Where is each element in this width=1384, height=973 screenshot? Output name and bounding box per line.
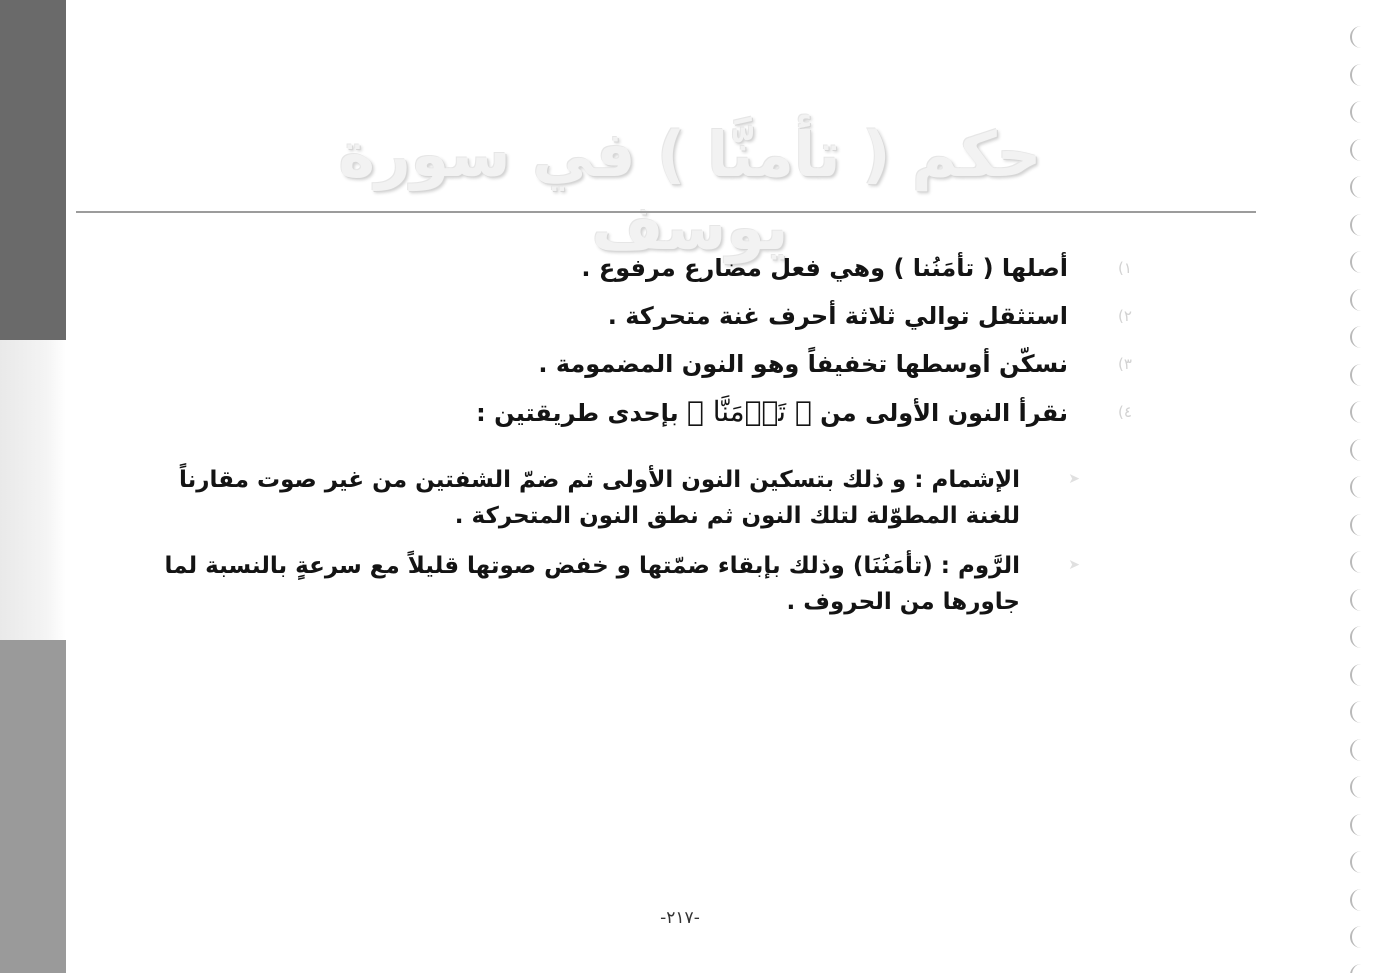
numbered-list xyxy=(420,244,1140,436)
list-number: ٣) xyxy=(1118,355,1132,373)
binding-ring xyxy=(1350,851,1364,873)
list-number: ٢) xyxy=(1118,307,1132,325)
list-item xyxy=(420,340,1140,388)
binding-ring xyxy=(1350,439,1364,461)
list-item-text-before: نقرأ النون الأولى من xyxy=(820,399,1068,427)
binding-ring xyxy=(1350,214,1364,236)
binding-ring xyxy=(1350,926,1364,948)
binding-ring xyxy=(1350,326,1364,348)
title-divider xyxy=(76,211,1256,213)
note-rawm xyxy=(130,548,1080,620)
binding-ring xyxy=(1350,551,1364,573)
quran-word: ﴿ تَأۡمَنَّا ﴾ xyxy=(687,395,812,428)
side-band-dark xyxy=(0,0,66,340)
list-number: ٤) xyxy=(1118,403,1132,421)
list-item-text: استثقل توالي ثلاثة أحرف غنة متحركة . xyxy=(607,302,1068,330)
side-band-light xyxy=(0,340,66,640)
binding-ring xyxy=(1350,814,1364,836)
list-item xyxy=(420,244,1140,292)
side-band-mid xyxy=(0,640,66,973)
binding-ring xyxy=(1350,776,1364,798)
binding-ring xyxy=(1350,589,1364,611)
binding-ring xyxy=(1350,364,1364,386)
binding-ring xyxy=(1350,964,1364,973)
binding-ring xyxy=(1350,664,1364,686)
method-notes xyxy=(130,462,1080,634)
binding-ring xyxy=(1350,289,1364,311)
binding-ring xyxy=(1350,739,1364,761)
note-text: الرَّوم : (تأمَنُنَا) وذلك بإبقاء ضمّتها و خفض صوتها قليلاً مع سرعةٍ بالنسبة لما جاورها من الحروف . xyxy=(164,553,1020,615)
binding-ring xyxy=(1350,26,1364,48)
note-ishmam xyxy=(130,462,1080,534)
list-item-text-after: بإحدى طريقتين : xyxy=(476,399,679,427)
list-item-text: أصلها ( تأمَنُنا ) وهي فعل مضارع مرفوع . xyxy=(581,254,1068,282)
binding-ring xyxy=(1350,401,1364,423)
list-number: ١) xyxy=(1118,259,1132,277)
binding-rings xyxy=(1344,0,1370,973)
page-title: حكم ( تأمنَّا ) في سورة يوسف xyxy=(338,118,1042,264)
binding-ring xyxy=(1350,64,1364,86)
note-text: الإشمام : و ذلك بتسكين النون الأولى ثم ضمّ الشفتين من غير صوت مقارناً للغنة المطوّلة لتلك النون ثم نطق النون المتحركة . xyxy=(179,467,1020,529)
binding-ring xyxy=(1350,626,1364,648)
list-item xyxy=(420,292,1140,340)
binding-ring xyxy=(1350,889,1364,911)
binding-ring xyxy=(1350,514,1364,536)
page-number: -٢١٧- xyxy=(660,908,700,928)
binding-ring xyxy=(1350,139,1364,161)
arrow-bullet-icon: ➤ xyxy=(1068,471,1080,487)
binding-ring xyxy=(1350,701,1364,723)
arrow-bullet-icon: ➤ xyxy=(1068,557,1080,573)
binding-ring xyxy=(1350,176,1364,198)
binding-ring xyxy=(1350,251,1364,273)
binding-ring xyxy=(1350,101,1364,123)
binding-ring xyxy=(1350,476,1364,498)
list-item xyxy=(420,388,1140,436)
list-item-text: نسكّن أوسطها تخفيفاً وهو النون المضمومة . xyxy=(538,350,1068,378)
list-item-text xyxy=(476,388,1068,437)
